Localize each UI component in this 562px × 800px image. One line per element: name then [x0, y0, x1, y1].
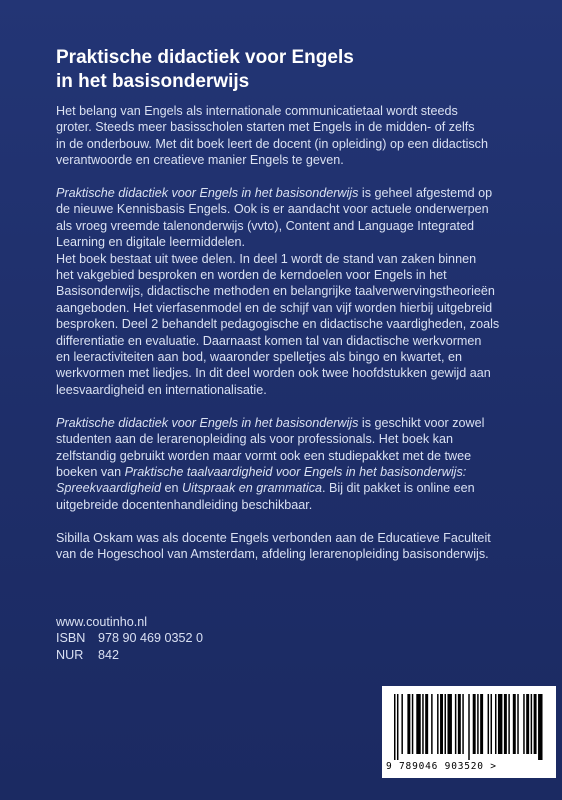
text-fragment: is geschikt voor zowel: [358, 415, 485, 430]
barcode-bar: [425, 694, 428, 754]
text-line: [56, 415, 526, 431]
text-line: het vakgebied besproken en worden de kerndoelen voor Engels in het: [56, 268, 447, 283]
barcode-bar: [531, 694, 532, 754]
text-line: Basisonderwijs, didactische methoden en belangrijke taalverwervingstheorieën: [56, 284, 495, 299]
isbn-value: 978 90 469 0352 0: [98, 631, 204, 646]
barcode-bar: [397, 694, 398, 760]
barcode-bar: [488, 694, 489, 754]
book-title-line-2: in het basisonderwijs: [56, 71, 250, 92]
barcode-bar: [440, 694, 443, 754]
text-line: aangeboden. Het vierfasenmodel en de schijf van vijf worden hierbij uitgebreid: [56, 300, 493, 315]
text-line: Het boek bestaat uit twee delen. In deel 1 wordt de stand van zaken binnen: [56, 251, 477, 266]
barcode-icon: [394, 694, 544, 760]
text-line: verantwoorde en creatieve manier Engels te geven.: [56, 153, 344, 168]
barcode-bar: [412, 694, 413, 754]
series-part-italic: Spreekvaardigheid: [56, 481, 162, 496]
barcode-label: [382, 686, 556, 778]
text-fragment: boeken van: [56, 464, 125, 479]
text-line: leesvaardigheid en internationalisatie.: [56, 382, 267, 397]
nur-row: [56, 647, 276, 663]
barcode-bar: [504, 694, 507, 754]
paragraph-structure: [56, 251, 526, 399]
text-line: Sibilla Oskam was als docente Engels verbonden aan de Educatieve Faculteit: [56, 530, 491, 545]
text-line: differentiatie en evaluatie. Daarnaast komen tal van didactische werkvormen: [56, 333, 482, 348]
barcode-bar: [508, 694, 509, 754]
barcode-bar: [394, 694, 395, 760]
isbn-row: [56, 630, 276, 646]
text-fragment: . Bij dit pakket is online een: [322, 481, 475, 496]
barcode-bar: [407, 694, 410, 754]
book-title: [56, 46, 516, 94]
text-line: Het belang van Engels als internationale communicatietaal wordt steeds: [56, 104, 458, 118]
barcode-bar: [462, 694, 463, 754]
series-title-italic: Praktische taalvaardigheid voor Engels in het basisonderwijs:: [124, 464, 467, 479]
barcode-bar: [401, 694, 402, 754]
barcode-bar: [491, 694, 492, 754]
blurb: [56, 103, 526, 579]
barcode-bar: [517, 694, 518, 754]
book-title-line-1: Praktische didactiek voor Engels: [56, 47, 354, 68]
barcode-bar: [458, 694, 461, 754]
book-title-italic: Praktische didactiek voor Engels in het basisonderwijs: [56, 415, 359, 430]
text-line: Learning en digitale leermiddelen.: [56, 235, 246, 250]
barcode-bar: [523, 694, 524, 754]
barcode-bar: [495, 694, 496, 754]
text-fragment: en: [161, 481, 183, 496]
text-line: besproken. Deel 2 behandelt pedagogische en didactische vaardigheden, zoals: [56, 317, 500, 332]
barcode-bar: [513, 694, 516, 754]
barcode-bar: [477, 694, 478, 754]
paragraph-audience: [56, 415, 526, 513]
text-line: zelfstandig gebruikt worden maar vormt ook een studiepakket met de twee: [56, 448, 472, 463]
text-line: de nieuwe Kennisbasis Engels. Ook is er aandacht voor actuele onderwerpen: [56, 202, 489, 217]
series-part-italic: Uitspraak en grammatica: [182, 481, 323, 496]
barcode-bar: [416, 694, 420, 754]
isbn-label: ISBN: [56, 631, 86, 646]
text-fragment: is geheel afgestemd op: [358, 186, 493, 201]
barcode-bar: [480, 694, 483, 754]
paragraph-author: [56, 530, 526, 563]
barcode-bar: [455, 694, 456, 754]
barcode-bar: [534, 694, 537, 754]
text-line: werkvormen met liedjes. In dit deel worden ook twee hoofdstukken gewijd aan: [56, 366, 491, 381]
text-line: in de onderbouw. Met dit boek leert de docent (in opleiding) op een didactisch: [56, 136, 488, 151]
text-line: uitgebreide docentenhandleiding beschikbaar.: [56, 497, 313, 512]
text-line: groter. Steeds meer basisscholen starten met Engels in de midden- of zelfs: [56, 120, 475, 135]
barcode-bar: [498, 694, 502, 754]
barcode-bar: [526, 694, 529, 754]
text-line: [56, 464, 526, 480]
paragraph-intro: [56, 103, 526, 169]
paragraph-alignment: [56, 185, 526, 251]
barcode-digits: 9 789046 903520 >: [386, 761, 497, 772]
text-line: als vroeg vreemde talenonderwijs (vvto), Content and Language Integrated: [56, 218, 474, 233]
barcode-bar: [431, 694, 432, 754]
barcode-bar: [447, 694, 451, 754]
barcode-bar: [445, 694, 446, 754]
text-line: studenten aan de lerarenopleiding als voor professionals. Het boek kan: [56, 432, 453, 447]
barcode-bar: [468, 694, 469, 760]
nur-label: NUR: [56, 647, 84, 662]
text-line: van de Hogeschool van Amsterdam, afdeling lerarenopleiding basisonderwijs.: [56, 546, 489, 561]
barcode-bar: [473, 694, 476, 754]
barcode-bar: [422, 694, 423, 754]
barcode-bar: [538, 694, 542, 760]
text-line: [56, 480, 526, 496]
text-line: [56, 185, 526, 201]
nur-value: 842: [98, 647, 120, 662]
book-title-italic: Praktische didactiek voor Engels in het basisonderwijs: [56, 186, 359, 201]
text-line: en leeractiviteiten aan bod, waaronder spelletjes als bingo en kwartet, en: [56, 350, 463, 365]
barcode-bar: [437, 694, 438, 754]
publication-info: [56, 614, 276, 663]
publisher-website: www.coutinho.nl: [56, 615, 148, 629]
